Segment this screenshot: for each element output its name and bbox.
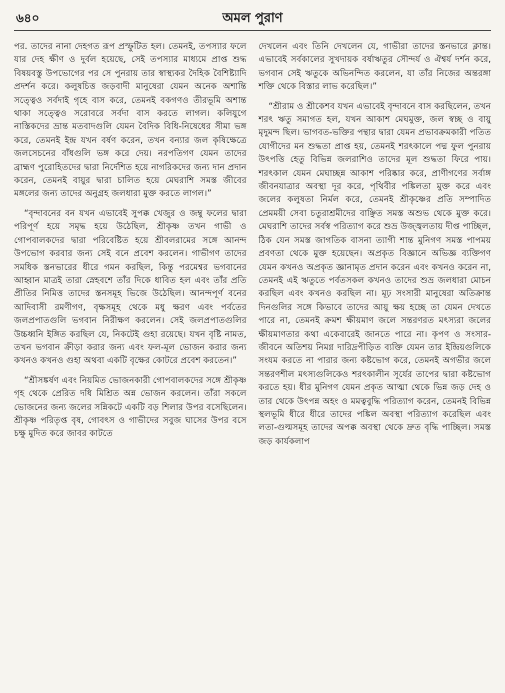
text-columns [14,41,491,455]
paragraph: “শ্রীরাম ও শ্রীকেশব যখন এভাবেই বৃন্দাবনে বাস করছিলেন, তখন শরৎ ঋতু সমাগত হল, যখন আকাশ মেঘমুক্ত, জল স্বচ্ছ ও বায়ু মৃদুমন্দ ছিল। ভাগবত-ভক্তির পন্থার দ্বারা যেমন প্রভাবক্রমকারী পতিত যোগীদের মন শুদ্ধতা প্রাপ্ত হয়, তেমনই শরৎকালে পদ্ম ফুল পুনরায় উৎপত্তি হেতু বিভিন্ন জলরাশিও তাদের মূল শুদ্ধতা ফিরে পায়। শরৎকাল যেমন মেঘাচ্ছন্ন আকাশ পরিষ্কার করে, প্রাণীগণের সর্বাঙ্গ জীবনযাত্রার অবস্থা দূর করে, পৃথিবীর পঙ্কিলতা মুক্ত করে এবং জলের কলুষতা নির্মল করে, তেমনই শ্রীকৃষ্ণের প্রতি সম্পাদিত প্রেমময়ী সেবা চতুরাশ্রমীদের বাঞ্ছিত সমস্ত অশুভ থেকে মুক্ত করে। মেঘরাশি তাদের সর্বস্ব পরিত্যাগ করে শুভ্র উজ্জ্বলতায় দীপ্ত পাচ্ছিল, ঠিক যেন সমস্ত জাগতিক বাসনা ত্যাগী শান্ত মুনিগণ সমস্ত পাপময় প্রবণতা থেকে মুক্ত হয়েছেন। অপ্রকৃত বিজ্ঞানে অভিজ্ঞ ব্যক্তিগণ যেমন কখনও অপ্রকৃত জ্ঞানামৃত প্রদান করেন এবং কখনও করেন না, তেমনই এই ঋতুতে পর্বতসকল কখনও তাদের শুভ্র জলধারা মোচন করছিল এবং কখনও করছিল না। মূঢ় সংসারী মানুষেরা অতিক্রান্ত দিনগুলির সঙ্গে কিভাবে তাদের আয়ু ক্ষয় হচ্ছে তা যেমন দেখতে পারে না, তেমনই ক্রমশ ক্ষীয়মাণ জলে সন্তরণরত মৎস্যরা জলের ক্ষীয়মাণতার কথা একেবারেই জানতে পারে না। কৃপণ ও সংসার-জীবনে অতিশয় নিমগ্ন দারিদ্রপীড়িত ব্যক্তি যেমন তার ইন্দ্রিয়গুলিকে সংযম করতে না পারার জন্য কষ্টভোগ করে, তেমনই অগভীর জলে সন্তরণশীল মৎস্যগুলিকেও শরৎকালীন সূর্যের তাপের দ্বারা কষ্টভোগ করতে হয়। ধীর মুনিগণ যেমন প্রকৃত আত্মা থেকে ভিন্ন জড় দেহ ও তার থেকে উৎপন্ন অহং ও মমত্ববুদ্ধি পরিত্যাগ করেন, তেমনই বিভিন্ন স্থলভূমি ধীরে ধীরে তাদের পঙ্কিল অবস্থা পরিত্যাগ করেছিল এবং লতা-গুল্মসমূহ তাদের অপক্ক অবস্থা থেকে দ্রুত বৃদ্ধি পাচ্ছিল। সমস্ত জড় কার্যকলাপ [258,101,491,447]
paragraph: “বৃন্দাবনের বন যখন এভাবেই সুপক্ক খেজুর ও জম্বু ফলের দ্বারা পরিপূর্ণ হয়ে সমৃদ্ধ হয়ে উঠেছিল, শ্রীকৃষ্ণ তখন গাভী ও গোপবালকদের দ্বারা পরিবেষ্টিত হয়ে শ্রীবলরামের সঙ্গে আনন্দ উপভোগ করবার জন্য সেই বনে প্রবেশ করলেন। গাভীগণ তাদের সমধিক স্তনভারের ধীরে গমন করছিল, কিন্তু পরমেশ্বর ভগবানের আহ্বান মাত্রই তারা স্নেহবশে তাঁর দিকে ধাবিত হল এবং তাঁর প্রতি প্রীতির নিমিত্ত তাদের স্তনসমূহ ভিজে উঠেছিল। আনন্দপূর্ণ বনের আদিবাসী রমণীগণ, বৃক্ষসমূহ থেকে মধু ক্ষরণ এবং পর্বতের জলপ্রপাতগুলি ভগবান নিরীক্ষণ করলেন। সেই জলপ্রপাতগুলির উচ্চধ্বনি ইঙ্গিত করছিল যে, নিকটেই গুহা রয়েছে। যখন বৃষ্টি নামত, তখন ভগবান ক্রীড়া করার জন্য এবং ফল-মূল ভোজন করার জন্য কখনও কখনও গুহা অথবা একটি বৃক্ষের কোটরে প্রবেশ করতেন।” [14,208,247,367]
paragraph: দেখলেন এবং তিনি দেখলেন যে, গাভীরা তাদের স্তনভারে ক্লান্ত। এভাবেই সর্বকালের সুখদায়ক বর্ষাঋতুর সৌন্দর্য ও ঐশ্বর্য দর্শন করে, ভগবান সেই ঋতুকে অভিনন্দিত করলেন, যা তাঁর নিজের অন্তরঙ্গা শক্তি থেকে বিস্তার লাভ করেছিল।” [258,42,491,93]
running-title: অমল পুরাণ [222,11,283,26]
page-number: ৬৪০ [16,11,40,25]
right-column [259,41,492,455]
left-column [14,41,247,455]
page-header [14,8,491,31]
paragraph: “শ্রীসঙ্কর্ষণ এবং নিয়মিত ভোজনকারী গোপবালকদের সঙ্গে শ্রীকৃষ্ণ গৃহ থেকে প্রেরিত দধি মিশ্রিত অন্ন ভোজন করলেন। তাঁরা সকলে ভোজনের জন্য জলের সন্নিকটে একটি বড় শিলার উপর বসেছিলেন। শ্রীকৃষ্ণ পরিতৃপ্ত বৃষ, গোবৎস ও গাভীদের সবুজ ঘাসের উপর বসে চক্ষু মুদিত করে জাবর কাটতে [14,375,247,440]
paragraph: পর. তাদের নানা দেহগত রূপ প্রস্ফুটিত হল। তেমনই, তপস্যার ফলে যার দেহ ক্ষীণ ও দুর্বল হয়েছে, সেই তপস্যার মাধ্যমে প্রাপ্ত শুদ্ধ বিষয়বস্তু উপভোগের পর সে পুনরায় তার স্বাস্থ্যকর দৈহিক বৈশিষ্ট্যাদি প্রদর্শন করে। কলুষচিত্ত জড়বাদী মানুষেরা যেমন অনেক অশান্তি সত্ত্বেও সর্বদাই গৃহে বাস করে, তেমনই বকগণও তীরভূমি অশান্ত থাকা সত্ত্বেও সরোবরে সর্বদা বাস করতে লাগল। কলিযুগে নাস্তিকদের ভ্রান্ত মতবাদগুলি যেমন বৈদিক বিধি-নিষেধের সীমা ভঙ্গ করে, তেমনই ইন্দ্র যখন বর্ষণ করেন, তখন বন্যার জল কৃষিক্ষেত্রে জলসেচনের বাঁধগুলি ভঙ্গ করে দেয়। নরপতিগণ যেমন তাদের ব্রাহ্মণ পুরোহিতদের দ্বারা নির্দেশিত হয়ে নাগরিকদের জন্য দান প্রদান করেন, তেমনই বায়ুর দ্বারা চালিত হয়ে মেঘরাশি সমস্ত জীবের মঙ্গলের জন্য তাদের অনুগ্রহ জলধারা মুক্ত করতে লাগল।” [14,42,247,200]
